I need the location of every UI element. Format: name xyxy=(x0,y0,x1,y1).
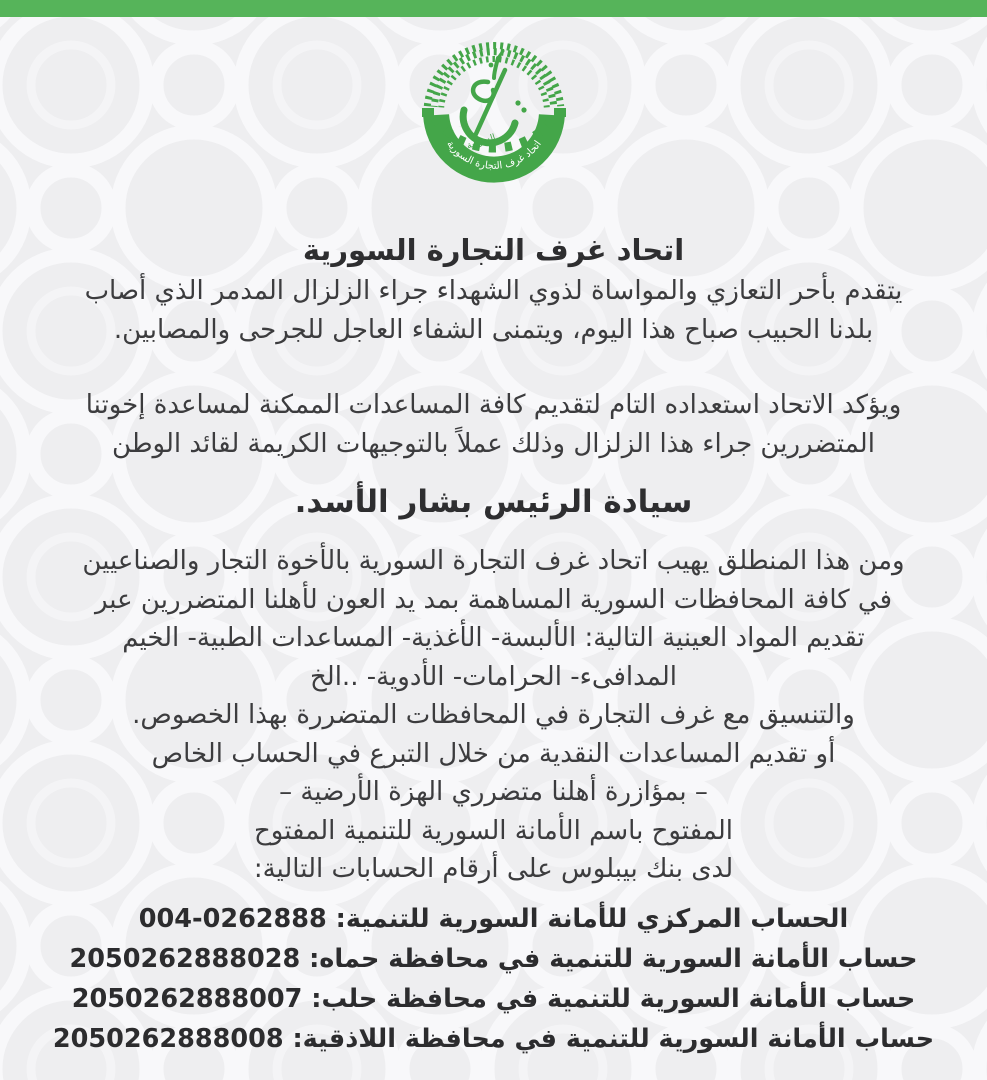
paragraph-line: بلدنا الحبيب صباح هذا اليوم، ويتمنى الشفاء العاجل للجرحى والمصابين. xyxy=(113,315,874,345)
paragraph-line: المدافىء- الحرامات- الأدوية- ..الخ xyxy=(310,661,677,692)
bank-accounts-list xyxy=(0,899,987,1059)
paragraph-line: ومن هذا المنطلق يهيب اتحاد غرف التجارة السورية بالأخوة التجار والصناعيين xyxy=(82,546,905,576)
bank-account-line: حساب الأمانة السورية للتنمية في محافظة حلب: 2050262888007 xyxy=(71,983,916,1014)
bank-account-line: حساب الأمانة السورية للتنمية في محافظة حماه: 2050262888028 xyxy=(69,943,918,974)
union-emblem-logo xyxy=(414,30,574,208)
paragraph-line: ويؤكد الاتحاد استعداده التام لتقديم كافة المساعدات الممكنة لمساعدة إخوتنا xyxy=(85,390,902,420)
calligraphy-mark-icon xyxy=(463,51,526,143)
union-emblem-svg xyxy=(414,30,574,208)
readiness-paragraph xyxy=(0,386,987,464)
paragraph-line: أو تقديم المساعدات النقدية من خلال التبرع في الحساب الخاص xyxy=(151,738,836,769)
president-heading: سيادة الرئيس بشار الأسد. xyxy=(294,484,693,520)
paragraph-line: والتنسيق مع غرف التجارة في المحافظات المتضررة بهذا الخصوص. xyxy=(132,700,855,730)
appeal-paragraph xyxy=(0,542,987,889)
condolence-paragraph xyxy=(0,272,987,350)
paragraph-line: المفتوح باسم الأمانة السورية للتنمية المفتوح xyxy=(254,815,733,846)
calligraphy-small-text: السورية xyxy=(465,132,497,152)
paragraph-line: يتقدم بأحر التعازي والمواساة لذوي الشهداء جراء الزلزال المدمر الذي أصاب xyxy=(84,276,903,306)
svg-text:اتحاد غرف التجارة السورية: اتحاد غرف التجارة السورية xyxy=(443,138,544,172)
bank-account-line: حساب الأمانة السورية للتنمية في محافظة اللاذقية: 2050262888008 xyxy=(52,1023,935,1054)
paragraph-line: تقديم المواد العينية التالية: الألبسة- الأغذية- المساعدات الطبية- الخيم xyxy=(122,623,865,653)
paragraph-line: المتضررين جراء هذا الزلزال وذلك عملاً بالتوجيهات الكريمة لقائد الوطن xyxy=(112,429,875,459)
page-title: اتحاد غرف التجارة السورية xyxy=(302,233,685,267)
bank-account-line: الحساب المركزي للأمانة السورية للتنمية: 0262888-004 xyxy=(138,903,849,934)
spacer xyxy=(0,350,987,386)
paragraph-line: لدى بنك بيبلوس على أرقام الحسابات التالية: xyxy=(253,854,734,884)
paragraph-line: – بمؤازرة أهلنا متضرري الهزة الأرضية – xyxy=(279,777,708,807)
paragraph-line: في كافة المحافظات السورية المساهمة بمد يد العون لأهلنا المتضررين عبر xyxy=(94,584,893,615)
